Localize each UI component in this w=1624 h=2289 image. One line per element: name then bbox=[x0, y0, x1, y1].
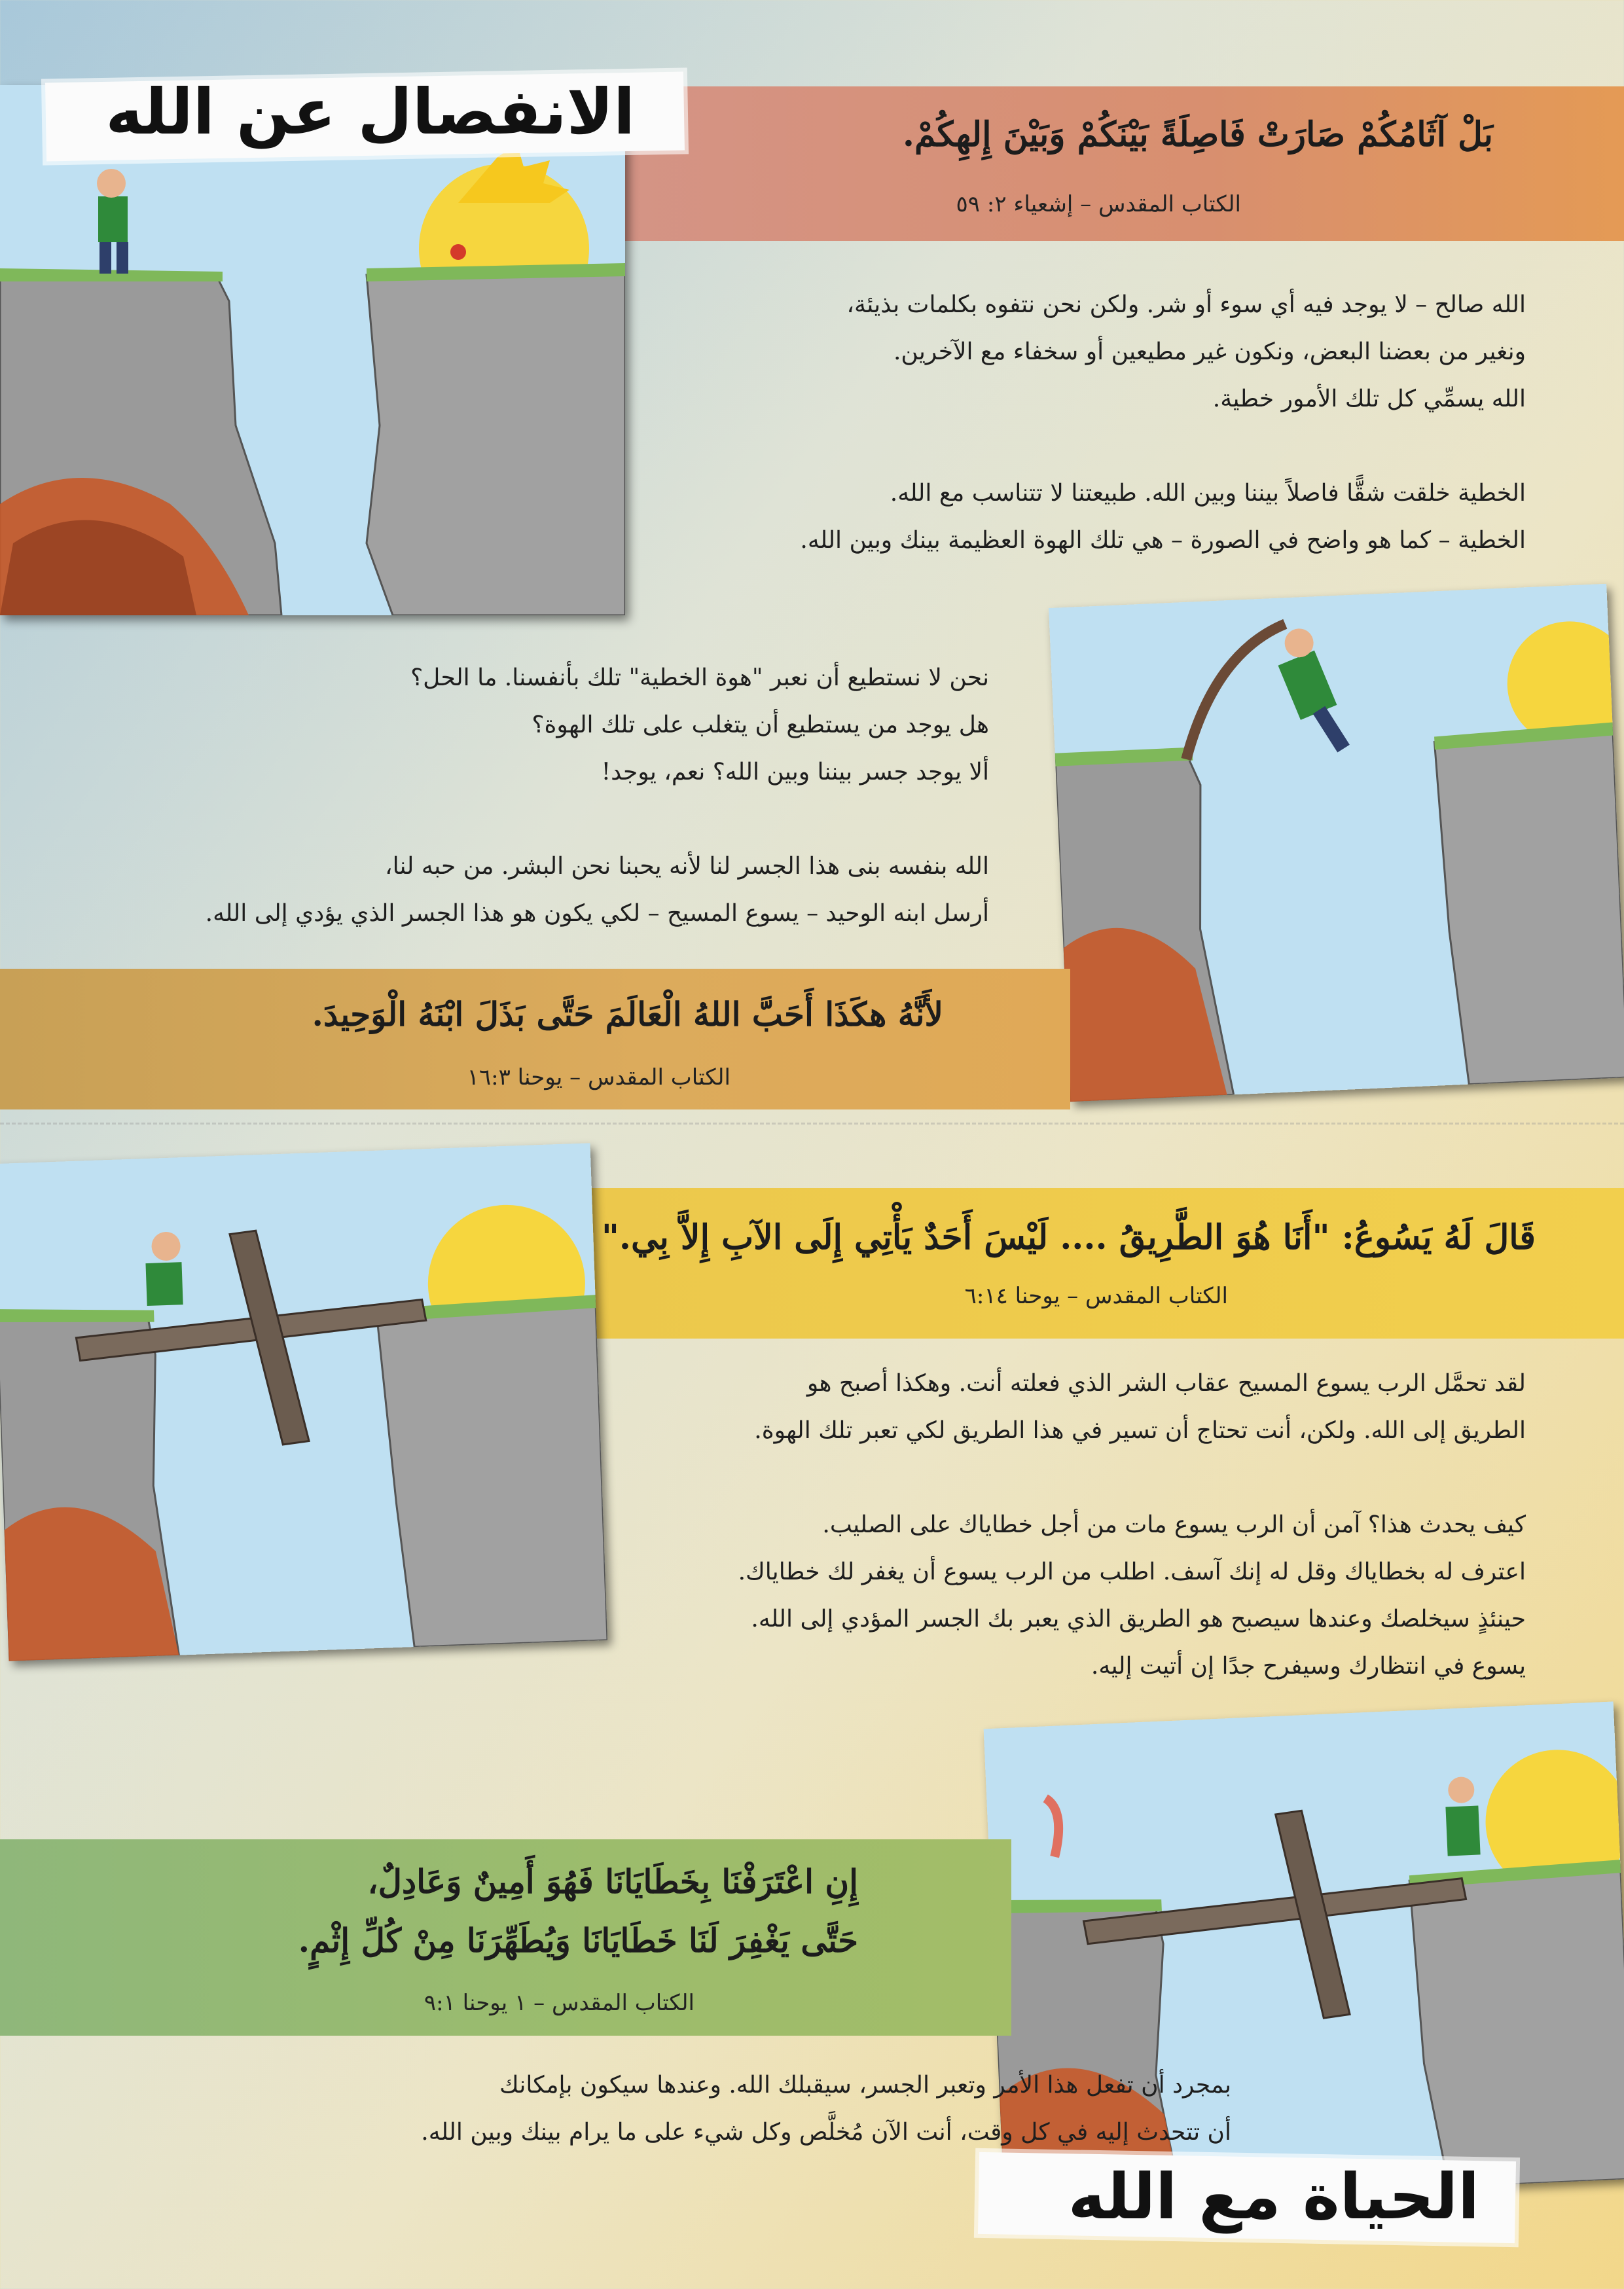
verse-band-3 bbox=[576, 1188, 1624, 1339]
cross-bridge-illustration bbox=[0, 1143, 607, 1661]
paragraph-line: اعترف له بخطاياك وقل له إنك آسف. اطلب من الرب يسوع أن يغفر لك خطاياك. bbox=[738, 1559, 1526, 1585]
cliff-gap-illustration bbox=[0, 85, 625, 615]
body-section-2 bbox=[73, 655, 989, 937]
body-section-4 bbox=[86, 2062, 1231, 2156]
paragraph-line: بمجرد أن تفعل هذا الأمر وتعبر الجسر، سيقبلك الله. وعندها سيكون بإمكانك bbox=[499, 2072, 1231, 2099]
verse-isaiah: بَلْ آثَامُكُمْ صَارَتْ فَاصِلَةً بَيْنَكُمْ وَبَيْنَ إِلهِكُمْ. bbox=[902, 115, 1493, 154]
paragraph-line: الطريق إلى الله. ولكن، أنت تحتاج أن تسير في هذا الطريق لكي تعبر تلك الهوة. bbox=[754, 1417, 1526, 1444]
verse-band-1 bbox=[589, 86, 1624, 241]
divider-dashed bbox=[0, 1123, 1624, 1125]
section-title-separation: الانفصال عن الله bbox=[105, 75, 635, 149]
paragraph-line: نحن لا نستطيع أن نعبر "هوة الخطية" تلك بأنفسنا. ما الحل؟ bbox=[410, 664, 989, 691]
paragraph-line: أن تتحدث إليه في كل وقت، أنت الآن مُخلَّص وكل شيء على ما يرام بينك وبين الله. bbox=[421, 2119, 1231, 2146]
paragraph-line: ألا يوجد جسر بيننا وبين الله؟ نعم، يوجد! bbox=[601, 759, 989, 785]
paragraph-line: الله بنفسه بنى هذا الجسر لنا لأنه يحبنا نحن البشر. من حبه لنا، bbox=[384, 853, 989, 880]
paragraph-line: الله يسمِّي كل تلك الأمور خطية. bbox=[1212, 386, 1526, 412]
verse-1-john-1-9-line-1: إِنِ اعْتَرَفْنَا بِخَطَايَانَا فَهُوَ أَمِينٌ وَعَادِلٌ، bbox=[367, 1862, 858, 1901]
paragraph-line: الخطية – كما هو واضح في الصورة – هي تلك الهوة العظيمة بينك وبين الله. bbox=[800, 527, 1526, 554]
section-title-life-with-god: الحياة مع الله bbox=[1068, 2160, 1479, 2233]
paragraph-line: يسوع في انتظارك وسيفرح جدًا إن أتيت إليه. bbox=[1091, 1653, 1526, 1680]
verse-1-john-1-9-line-2: حَتَّى يَغْفِرَ لَنَا خَطَايَانَا وَيُطَهِّرَنَا مِنْ كُلِّ إِثْمٍ. bbox=[298, 1921, 858, 1960]
paragraph-line: أرسل ابنه الوحيد – يسوع المسيح – لكي يكون هو هذا الجسر الذي يؤدي إلى الله. bbox=[205, 900, 989, 927]
paragraph-line: حينئذٍ سيخلصك وعندها سيصبح هو الطريق الذي يعبر بك الجسر المؤدي إلى الله. bbox=[751, 1606, 1526, 1632]
verse-john-14-6: قَالَ لَهُ يَسُوعُ: "أَنَا هُوَ الطَّرِيقُ .... لَيْسَ أَحَدٌ يَأْتِي إِلَى الآبِ إِلاَّ بِي." bbox=[601, 1217, 1536, 1257]
verse-reference-john-3-16: الكتاب المقدس – يوحنا ١٦:٣ bbox=[467, 1064, 731, 1090]
verse-reference-1-john-1-9: الكتاب المقدس – ١ يوحنا ٩:١ bbox=[424, 1990, 695, 2016]
paragraph-line: كيف يحدث هذا؟ آمن أن الرب يسوع مات من أجل خطاياك على الصليب. bbox=[822, 1511, 1526, 1538]
paragraph-line: الخطية خلقت شقًّا فاصلاً بيننا وبين الله. طبيعتنا لا تتناسب مع الله. bbox=[890, 480, 1526, 507]
paragraph-line: ونغير من بعضنا البعض، ونكون غير مطيعين أو سخفاء مع الآخرين. bbox=[893, 338, 1526, 365]
verse-john-3-16: لأَنَّهُ هكَذَا أَحَبَّ اللهُ الْعَالَمَ حَتَّى بَذَلَ ابْنَهُ الْوَحِيدَ. bbox=[312, 995, 943, 1034]
paragraph-line: هل يوجد من يستطيع أن يتغلب على تلك الهوة؟ bbox=[532, 712, 989, 738]
body-section-3 bbox=[577, 1360, 1526, 1690]
verse-reference-isaiah: الكتاب المقدس – إشعياء ٢: ٥٩ bbox=[956, 191, 1241, 217]
verse-reference-john-14-6: الكتاب المقدس – يوحنا ٦:١٤ bbox=[964, 1283, 1228, 1309]
body-section-1 bbox=[577, 281, 1526, 564]
paragraph-line: الله صالح – لا يوجد فيه أي سوء أو شر. ولكن نحن نتفوه بكلمات بذيئة، bbox=[846, 291, 1526, 318]
man-jumping-illustration bbox=[1049, 584, 1624, 1102]
paragraph-line: لقد تحمَّل الرب يسوع المسيح عقاب الشر الذي فعلته أنت. وهكذا أصبح هو bbox=[806, 1370, 1526, 1397]
